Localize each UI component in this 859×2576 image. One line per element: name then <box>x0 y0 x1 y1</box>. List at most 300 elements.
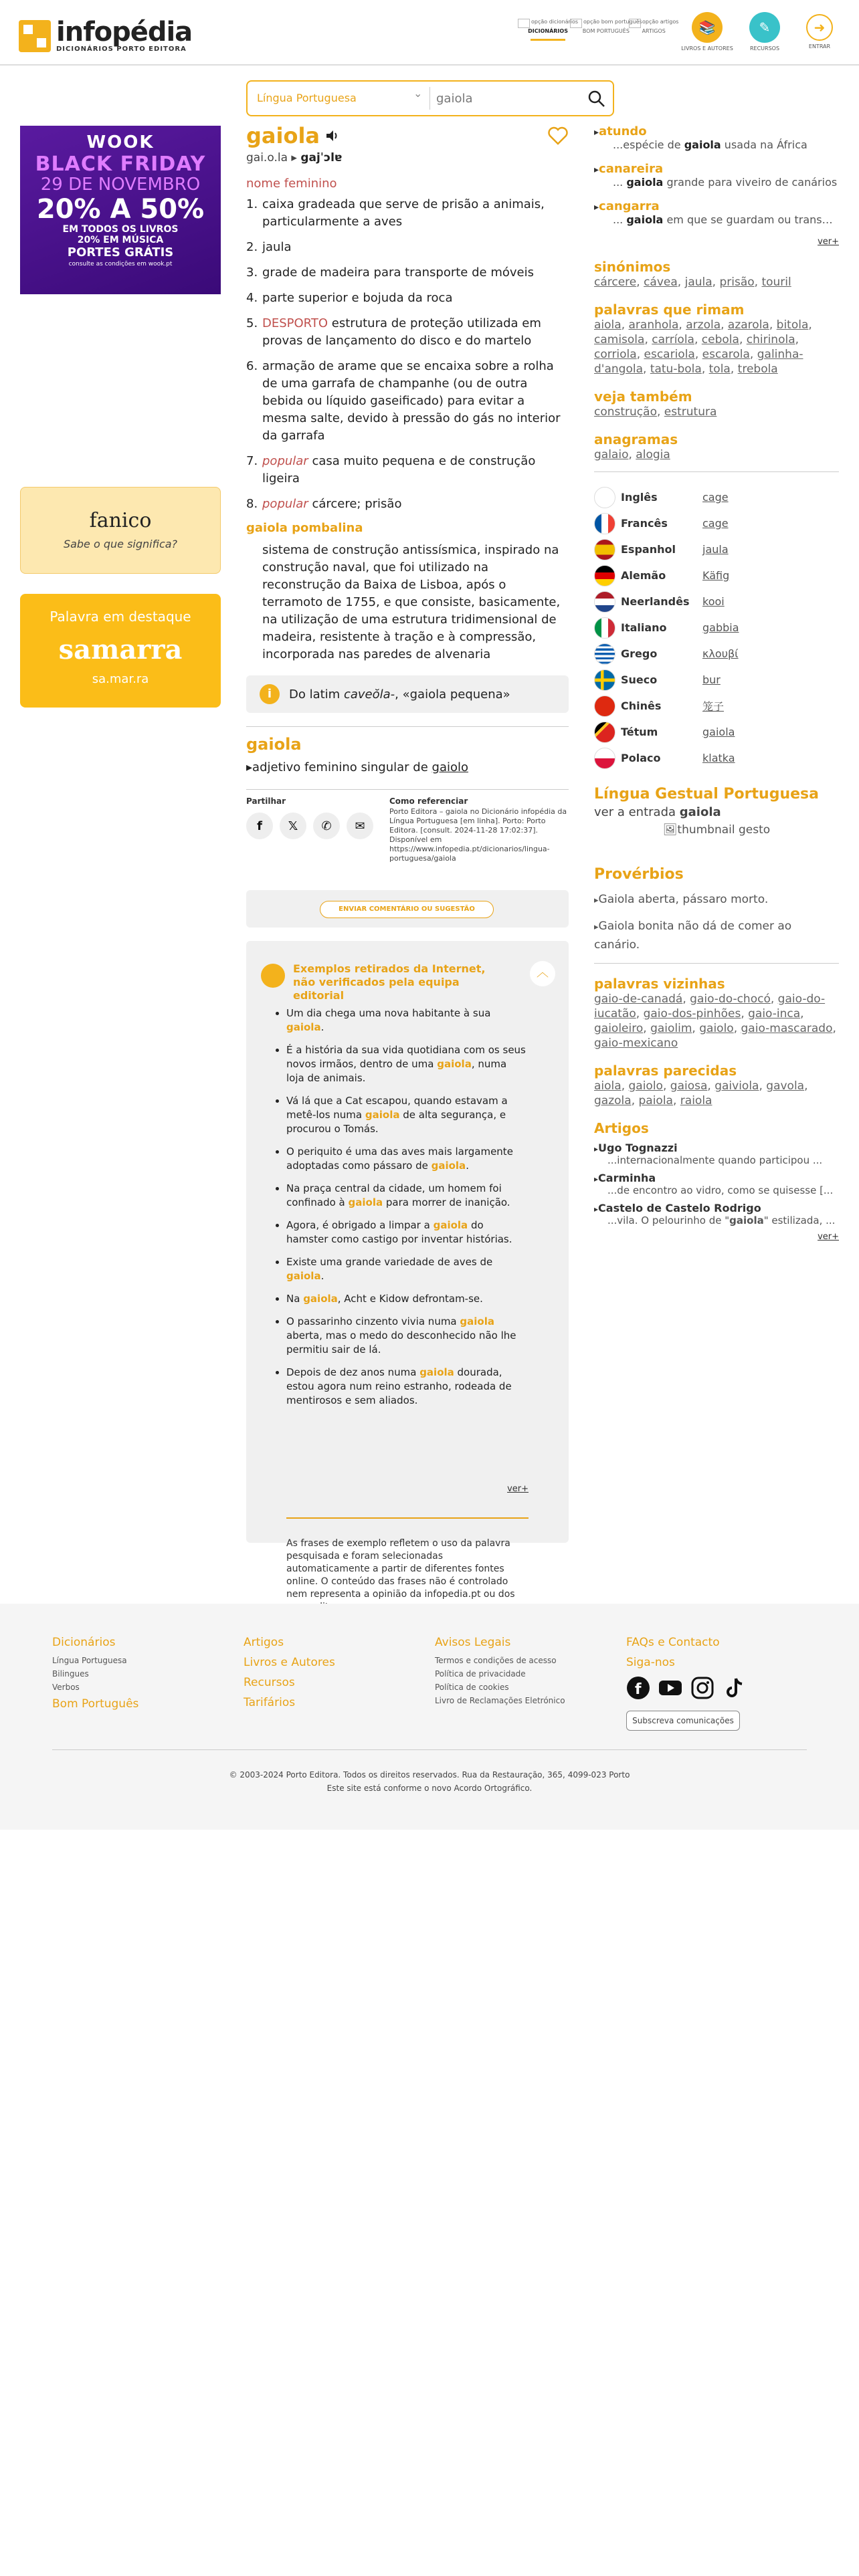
nav-label: ARTIGOS <box>642 28 666 34</box>
definition-body <box>262 358 569 445</box>
logo-mark-icon <box>19 20 51 52</box>
footer-link[interactable]: Política de privacidade <box>435 1669 526 1679</box>
chevron-up-icon[interactable]: ︿ <box>530 961 555 986</box>
articles-more-link[interactable]: ver+ <box>818 1232 839 1242</box>
footer-col-sections <box>244 1636 335 1716</box>
article-snippet <box>607 1184 839 1196</box>
definition-body <box>262 290 452 307</box>
nearby-entry[interactable] <box>594 124 839 151</box>
nav-img-alt: opção dicionários <box>531 19 579 25</box>
article-item[interactable] <box>594 1142 839 1166</box>
rhymes-link[interactable]: bitola <box>776 318 809 332</box>
example-highlight: gaiola <box>433 1219 468 1231</box>
example-item <box>286 1094 527 1136</box>
definition-text: estrutura de proteção utilizada em provas de lançamento do disco e do martelo <box>262 316 541 348</box>
neighbors-link[interactable]: gaio-mascarado <box>741 1022 833 1035</box>
translation-row <box>594 615 839 641</box>
featured-word-card[interactable] <box>20 594 221 708</box>
related-link[interactable]: aiola <box>594 1079 622 1093</box>
example-highlight: gaiola <box>419 1366 454 1378</box>
ad-percentage: 20% A 50% <box>36 194 205 225</box>
share-cite-row <box>246 789 569 863</box>
articles-icon <box>629 19 641 28</box>
nav-label: LIVROS E AUTORES <box>681 45 733 51</box>
example-highlight: gaiola <box>348 1196 383 1208</box>
lgp-title: Língua Gestual Portuguesa <box>594 786 819 802</box>
article-title: ▸ Ugo Tognazzi <box>594 1142 839 1154</box>
example-item <box>286 1006 527 1035</box>
translation-language: Tétum <box>621 726 658 738</box>
translation-word[interactable]: 笼子 <box>702 700 725 713</box>
neighbors-link[interactable]: gaiolim <box>650 1022 692 1035</box>
definition-item <box>246 358 569 445</box>
social-links <box>626 1676 755 1700</box>
footer-col-contact <box>626 1636 755 1731</box>
login-icon: ➜ <box>806 14 833 41</box>
definition-item <box>246 290 569 307</box>
article-title: ▸ Castelo de Castelo Rodrigo <box>594 1202 839 1214</box>
example-text: de alta segurança, e procurou o Tomás. <box>286 1109 506 1135</box>
example-text: Depois de dez anos numa <box>286 1366 420 1378</box>
search-icon[interactable] <box>587 90 606 108</box>
lgp-sub-word: gaiola <box>679 805 721 819</box>
definition-body <box>262 453 569 488</box>
translation-word[interactable]: bur <box>702 673 721 686</box>
translation-row <box>594 562 839 588</box>
footer-link[interactable]: Termos e condições de acesso <box>435 1656 557 1665</box>
definition-item <box>246 453 569 488</box>
x-icon[interactable]: 𝕏 <box>280 813 306 839</box>
example-highlight: gaiola <box>431 1160 466 1172</box>
footer-link[interactable]: Dicionários <box>52 1636 116 1649</box>
proverb-item: ▸ Gaiola aberta, pássaro morto. <box>594 891 839 909</box>
definition-register: popular <box>262 497 308 511</box>
definitions-list <box>246 196 569 513</box>
snippet-text: ...vila. O pelourinho de " <box>607 1214 730 1226</box>
synonyms-title: sinónimos <box>594 259 671 275</box>
neighbors-link[interactable]: gaio-do-iucatão <box>594 992 826 1021</box>
definition-body <box>262 196 569 231</box>
see-also-title: veja também <box>594 389 692 405</box>
ad-headline: BLACK FRIDAY <box>35 152 206 176</box>
nav-artigos[interactable] <box>629 19 678 35</box>
right-sidebar <box>594 124 839 1242</box>
translation-row <box>594 745 839 771</box>
featured-word: samarra <box>58 634 183 665</box>
see_also-link[interactable]: estrutura <box>664 405 717 419</box>
example-text: . <box>320 1270 324 1282</box>
nearby-snippet <box>613 138 839 151</box>
email-icon[interactable]: ✉ <box>347 813 373 839</box>
rhymes-link[interactable]: corriola <box>594 348 637 361</box>
example-text: . <box>320 1021 324 1033</box>
rhymes-link[interactable]: chirinola <box>746 333 795 346</box>
entry2-link[interactable]: gaiolo <box>432 760 469 774</box>
examples-icon <box>261 964 285 988</box>
dictionaries-icon <box>518 19 530 28</box>
translation-row <box>594 641 839 667</box>
examples-more-link[interactable]: ver+ <box>507 1484 529 1494</box>
see_also-link[interactable]: construção <box>594 405 657 419</box>
facebook-icon[interactable]: f <box>246 813 273 839</box>
snippet-text: usada na África <box>721 138 807 151</box>
example-text: , Acht e Kidow defrontam-se. <box>337 1293 483 1305</box>
related-title: palavras parecidas <box>594 1063 737 1079</box>
subentry-definition: sistema de construção antissísmica, inspirado na construção naval, que foi utilizado na reconstrução da Baixa de Lisboa, após o terramoto de 1755, e que consiste, basicamente, na utilização de uma estrutura tridimensional de madeira, resistente à tração e à compressão, incorporada nas paredes de alvenaria <box>262 543 561 661</box>
etymology-box <box>246 675 569 713</box>
examples-divider <box>286 1517 529 1519</box>
follow-us-label: Siga-nos <box>626 1656 675 1669</box>
rhymes-link[interactable]: camisola <box>594 333 645 346</box>
related-link[interactable]: gaiosa <box>670 1079 708 1093</box>
footer-link[interactable]: Política de cookies <box>435 1683 509 1692</box>
entry-title: gaiola <box>246 123 320 148</box>
synonyms-link[interactable]: touril <box>761 276 791 289</box>
youtube-icon[interactable] <box>658 1676 682 1700</box>
translation-word[interactable]: kooi <box>702 595 725 608</box>
translation-word[interactable]: Käfig <box>702 569 730 582</box>
rhymes-link[interactable]: escariola <box>644 348 695 361</box>
definition-body <box>262 264 534 282</box>
gb-flag-icon <box>594 487 615 508</box>
neighbors-links: gaio-de-canadá, gaio-do-chocó, gaio-do-iucatão, gaio-dos-pinhões, gaio-inca, gaioleiro, gaiolim, gaiolo, gaio-mascarado, gaio-mexicano <box>594 992 836 1050</box>
articles-list <box>594 1142 839 1226</box>
cite-label: Como referenciar <box>389 796 468 806</box>
example-text: do hamster como castigo por inventar histórias. <box>286 1219 512 1245</box>
rhymes-link[interactable]: trebola <box>737 362 778 376</box>
translation-language: Chinês <box>621 700 662 712</box>
definition-text: parte superior e bojuda da roca <box>262 291 453 305</box>
definition-item <box>246 496 569 513</box>
etymology-pre: Do latim <box>289 687 344 702</box>
translation-word[interactable]: klatka <box>702 752 735 764</box>
divider <box>246 726 569 727</box>
heart-icon[interactable] <box>547 126 569 146</box>
footer-link[interactable]: FAQs e Contacto <box>626 1636 720 1649</box>
ad-banner[interactable] <box>20 126 221 294</box>
nearby-word: ▸ cangarra <box>594 199 839 213</box>
nav-img-alt: opção artigos <box>642 19 679 25</box>
nav-livros-autores[interactable] <box>677 12 737 51</box>
site-header <box>0 0 859 66</box>
rhymes-link[interactable]: galinha-d'angola <box>594 348 803 376</box>
definition-register: popular <box>262 454 308 468</box>
example-item <box>286 1182 527 1210</box>
nearby-more-link[interactable]: ver+ <box>818 237 839 247</box>
word-of-day-card[interactable] <box>20 487 221 574</box>
featured-syllables: sa.mar.ra <box>92 672 149 686</box>
example-highlight: gaiola <box>365 1109 400 1121</box>
nearby-word: ▸ canareira <box>594 162 839 176</box>
translation-word[interactable]: gabbia <box>702 621 739 634</box>
rhymes-link[interactable]: escarola <box>702 348 750 361</box>
copyright-text: © 2003-2024 Porto Editora. Todos os direitos reservados. Rua da Restauração, 365, 4099-023 Porto <box>229 1770 630 1780</box>
translation-language: Francês <box>621 517 668 530</box>
featured-label: Palavra em destaque <box>50 609 191 625</box>
resources-icon: ✎ <box>749 12 780 43</box>
etymology-post: , «gaiola pequena» <box>395 687 510 702</box>
examples-disclaimer: As frases de exemplo refletem o uso da palavra pesquisada e foram selecionadas automaticamente a partir de diferentes fontes online. O conteúdo das frases não é controlado nem representa a opinião da infopedia.pt ou dos <box>286 1538 515 1600</box>
neighbors-link[interactable]: gaio-mexicano <box>594 1037 678 1050</box>
ad-date: 29 DE NOVEMBRO <box>40 175 201 195</box>
definition-number: 5. <box>246 316 258 330</box>
translation-language: Alemão <box>621 569 666 582</box>
neighbors-link[interactable]: gaio-do-chocó <box>690 992 771 1006</box>
grammar-label: nome feminino <box>246 177 337 191</box>
anagrams-link[interactable]: galaio <box>594 448 629 461</box>
footer-link[interactable]: Língua Portuguesa <box>52 1656 127 1665</box>
definition-number: 8. <box>246 497 258 511</box>
pl-flag-icon <box>594 748 615 769</box>
neighbors-link[interactable]: gaio-inca <box>748 1007 801 1021</box>
lgp-sub-pre: ver a entrada <box>594 805 680 819</box>
nav-img-alt: opção bom português <box>583 19 642 25</box>
rhymes-link[interactable]: carríola <box>652 333 694 346</box>
proverbs-title: Provérbios <box>594 866 684 883</box>
word-of-day-question: Sabe o que significa? <box>63 538 178 550</box>
snippet-highlight: gaiola <box>729 1214 764 1226</box>
entry2-title: gaiola <box>246 735 302 754</box>
rhymes-link[interactable]: aranhola <box>628 318 679 332</box>
translation-word[interactable]: cage <box>702 517 729 530</box>
neighbors-title: palavras vizinhas <box>594 976 725 992</box>
article-item[interactable] <box>594 1202 839 1226</box>
synonyms-link[interactable]: jaula <box>684 276 712 289</box>
footer-link[interactable]: Bilingues <box>52 1669 89 1679</box>
example-text: aberta, mas o medo do desconhecido não lhe permitiu sair de lá. <box>286 1329 516 1356</box>
example-highlight: gaiola <box>437 1058 472 1070</box>
related-link[interactable]: gazola <box>594 1094 632 1107</box>
divider <box>594 471 839 472</box>
snippet-text: ...de encontro ao vidro, como se quisesse [... <box>607 1184 834 1196</box>
rhymes-link[interactable]: azarola <box>727 318 769 332</box>
definition-item <box>246 196 569 231</box>
translation-word[interactable]: cage <box>702 491 729 504</box>
definition-body <box>262 239 291 256</box>
definition-text: armação de arame que se encaixa sobre a rolha de uma garrafa de champanhe (ou de outra bebida ou líquido gaseificado) para evitar a mesma salte, devido à pressão do gás no interior da garrafa <box>262 359 561 443</box>
nearby-word: ▸ atundo <box>594 124 839 138</box>
footer-link[interactable]: Verbos <box>52 1683 80 1692</box>
divider <box>594 963 839 964</box>
nearby-entry[interactable] <box>594 199 839 226</box>
rhymes-link[interactable]: arzola <box>686 318 721 332</box>
example-text: É a história da sua vida quotidiana com os seus novos irmãos, dentro de uma <box>286 1044 526 1070</box>
articles-title: Artigos <box>594 1120 649 1136</box>
se-flag-icon <box>594 669 615 691</box>
example-item <box>286 1145 527 1173</box>
it-flag-icon <box>594 617 615 639</box>
example-text: Na praça central da cidade, um homem foi confinado à <box>286 1182 502 1208</box>
example-item <box>286 1218 527 1247</box>
copyright <box>0 1768 859 1795</box>
example-text: O passarinho cinzento vivia numa <box>286 1315 460 1327</box>
definition-number: 7. <box>246 454 258 468</box>
anagrams-link[interactable]: alogia <box>636 448 670 461</box>
translation-language: Neerlandês <box>621 595 690 608</box>
synonyms-link[interactable]: prisão <box>719 276 755 289</box>
agreement-text: Este site está conforme o novo Acordo Ortográfico. <box>326 1784 533 1793</box>
example-text: Agora, é obrigado a limpar a <box>286 1219 434 1231</box>
neighbors-link[interactable]: gaio-dos-pinhões <box>643 1007 741 1021</box>
nav-recursos[interactable] <box>735 12 795 51</box>
rhymes-links: aiola, aranhola, arzola, azarola, bitola, camisola, carríola, cebola, chirinola, corriola, escariola, escarola, galinha-d'angola, tatu-bola, tola, trebola <box>594 318 812 376</box>
ad-brand: WOOK <box>86 132 155 152</box>
login-button[interactable] <box>789 12 850 49</box>
translation-language: Polaco <box>621 752 661 764</box>
definition-item <box>246 264 569 282</box>
tiktok-icon[interactable] <box>723 1676 747 1700</box>
nl-flag-icon <box>594 591 615 613</box>
tl-flag-icon <box>594 722 615 743</box>
neighbors-link[interactable]: gaioleiro <box>594 1022 644 1035</box>
rhymes-title: palavras que rimam <box>594 302 745 318</box>
footer-link[interactable]: Tarifários <box>244 1696 296 1709</box>
related-link[interactable]: paiola <box>638 1094 673 1107</box>
nav-label: ENTRAR <box>808 43 831 49</box>
comment-box <box>246 890 569 928</box>
nav-dicionarios[interactable] <box>518 19 578 41</box>
footer-link[interactable]: Bom Português <box>52 1697 139 1711</box>
search-input[interactable] <box>436 88 583 108</box>
rhymes-link[interactable]: aiola <box>594 318 622 332</box>
lgp-subtitle[interactable] <box>594 805 839 819</box>
footer-link[interactable]: Avisos Legais <box>435 1636 511 1649</box>
translation-language: Grego <box>621 647 658 660</box>
site-footer <box>0 1604 859 1830</box>
rhymes-link[interactable]: cebola <box>701 333 739 346</box>
syllables: gai.o.la <box>246 151 288 165</box>
example-text: Um dia chega uma nova habitante à sua <box>286 1007 491 1019</box>
translation-row <box>594 667 839 693</box>
subscribe-button[interactable]: Subscreva comunicações <box>626 1711 740 1731</box>
pronunciation: gai.o.la ▸ gajˈɔlɐ <box>246 151 343 165</box>
snippet-text: grande para viveiro de canários <box>663 176 838 189</box>
footer-col-legal <box>435 1636 565 1709</box>
snippet-text: ... <box>613 213 627 226</box>
footer-col-dictionaries <box>52 1636 138 1717</box>
definition-number: 6. <box>246 359 258 373</box>
example-item <box>286 1043 527 1085</box>
definition-number: 3. <box>246 265 258 280</box>
synonyms-link[interactable]: cávea <box>644 276 678 289</box>
definition-body <box>262 496 401 513</box>
image-placeholder-icon: 🖼 <box>662 823 678 837</box>
example-text: dourada, estou agora num reino estranho, rodeada de mentirosos e sem aliados. <box>286 1366 512 1406</box>
rhymes-link[interactable]: tola <box>708 362 731 376</box>
site-logo[interactable] <box>19 19 192 53</box>
word-of-day-word: fanico <box>89 509 152 532</box>
footer-link[interactable]: Artigos <box>244 1636 284 1649</box>
bom-portugues-icon <box>570 19 582 28</box>
synonyms-links: cárcere, cávea, jaula, prisão, touril <box>594 276 791 289</box>
books-icon: 📚 <box>692 12 723 43</box>
lgp-thumbnail[interactable] <box>594 823 839 837</box>
translation-language: Inglês <box>621 491 658 504</box>
example-item <box>286 1255 527 1283</box>
snippet-text: em que se guardam ou transp... <box>663 213 839 226</box>
logo-subtitle: DICIONÁRIOS PORTO EDITORA <box>56 45 187 53</box>
example-text: Vá lá que a Cat escapou, quando estavam a metê-los numa <box>286 1095 508 1121</box>
definition-number: 4. <box>246 291 258 305</box>
related-link[interactable]: gaiviola <box>714 1079 759 1093</box>
footer-link[interactable]: Recursos <box>244 1676 295 1689</box>
example-highlight: gaiola <box>460 1315 494 1327</box>
example-text: , numa loja de animais. <box>286 1058 507 1084</box>
speaker-icon[interactable] <box>325 128 340 143</box>
svg-text:f: f <box>635 1681 642 1698</box>
definition-domain: DESPORTO <box>262 316 328 330</box>
related-link[interactable]: gaiolo <box>628 1079 663 1093</box>
nearby-snippet <box>613 213 839 226</box>
definition-text: jaula <box>262 240 292 254</box>
es-flag-icon <box>594 539 615 560</box>
translation-row <box>594 510 839 536</box>
translation-row <box>594 719 839 745</box>
example-text: . <box>466 1160 469 1172</box>
article-snippet <box>607 1154 839 1166</box>
footer-divider <box>52 1749 807 1750</box>
translation-word[interactable]: jaula <box>702 543 729 556</box>
related-link[interactable]: raiola <box>680 1094 712 1107</box>
nearby-entry[interactable] <box>594 162 839 189</box>
logo-name: infopédia <box>56 17 193 47</box>
neighbors-link[interactable]: gaiolo <box>699 1022 734 1035</box>
article-title: ▸ Carminha <box>594 1172 839 1184</box>
synonyms-link[interactable]: cárcere <box>594 276 637 289</box>
snippet-highlight: gaiola <box>626 213 664 226</box>
instagram-icon[interactable] <box>690 1676 714 1700</box>
definition-number: 2. <box>246 240 258 254</box>
entry2-def-text: adjetivo feminino singular de <box>252 760 432 774</box>
search-bar <box>246 80 614 116</box>
translations-list <box>594 484 839 771</box>
neighbors-link[interactable]: gaio-de-canadá <box>594 992 683 1006</box>
definition-item <box>246 315 569 350</box>
fr-flag-icon <box>594 513 615 534</box>
nav-label: BOM PORTUGUÊS <box>582 28 630 34</box>
entry2-definition: ▸adjetivo feminino singular de gaiolo <box>246 760 469 774</box>
nearby-entries <box>594 124 839 226</box>
example-item <box>286 1292 527 1306</box>
footer-link[interactable]: Livro de Reclamações Eletrónico <box>435 1696 565 1705</box>
translation-word[interactable]: gaiola <box>702 726 735 738</box>
article-snippet <box>607 1214 839 1226</box>
translation-row <box>594 536 839 562</box>
translation-word[interactable]: κλουβί <box>702 647 739 660</box>
whatsapp-icon[interactable]: ✆ <box>313 813 340 839</box>
article-item[interactable] <box>594 1172 839 1196</box>
facebook-icon[interactable] <box>626 1676 650 1700</box>
example-item <box>286 1315 527 1357</box>
send-comment-button[interactable]: ENVIAR COMENTÁRIO OU SUGESTÃO <box>320 901 494 918</box>
chevron-down-icon[interactable]: ⌄ <box>413 87 423 100</box>
cn-flag-icon <box>594 695 615 717</box>
proverb-item: ▸ Gaiola bonita não dá de comer ao canário. <box>594 918 839 954</box>
related-link[interactable]: gavola <box>766 1079 805 1093</box>
definition-body <box>262 315 569 350</box>
rhymes-link[interactable]: tatu-bola <box>650 362 702 376</box>
footer-link[interactable]: Livros e Autores <box>244 1656 335 1669</box>
snippet-text: " estilizada, ... <box>763 1214 836 1226</box>
example-text: para morrer de inanição. <box>383 1196 510 1208</box>
snippet-text: ...internacionalmente quando participou ... <box>607 1154 823 1166</box>
definition-item <box>246 239 569 256</box>
snippet-text: ... <box>613 176 627 189</box>
examples-list <box>286 1006 527 1416</box>
example-text: O periquito é uma das aves mais largamente adoptadas como pássaro de <box>286 1146 513 1172</box>
language-select[interactable]: Língua Portuguesa <box>257 92 357 104</box>
subentry-title: gaiola pombalina <box>246 521 363 535</box>
